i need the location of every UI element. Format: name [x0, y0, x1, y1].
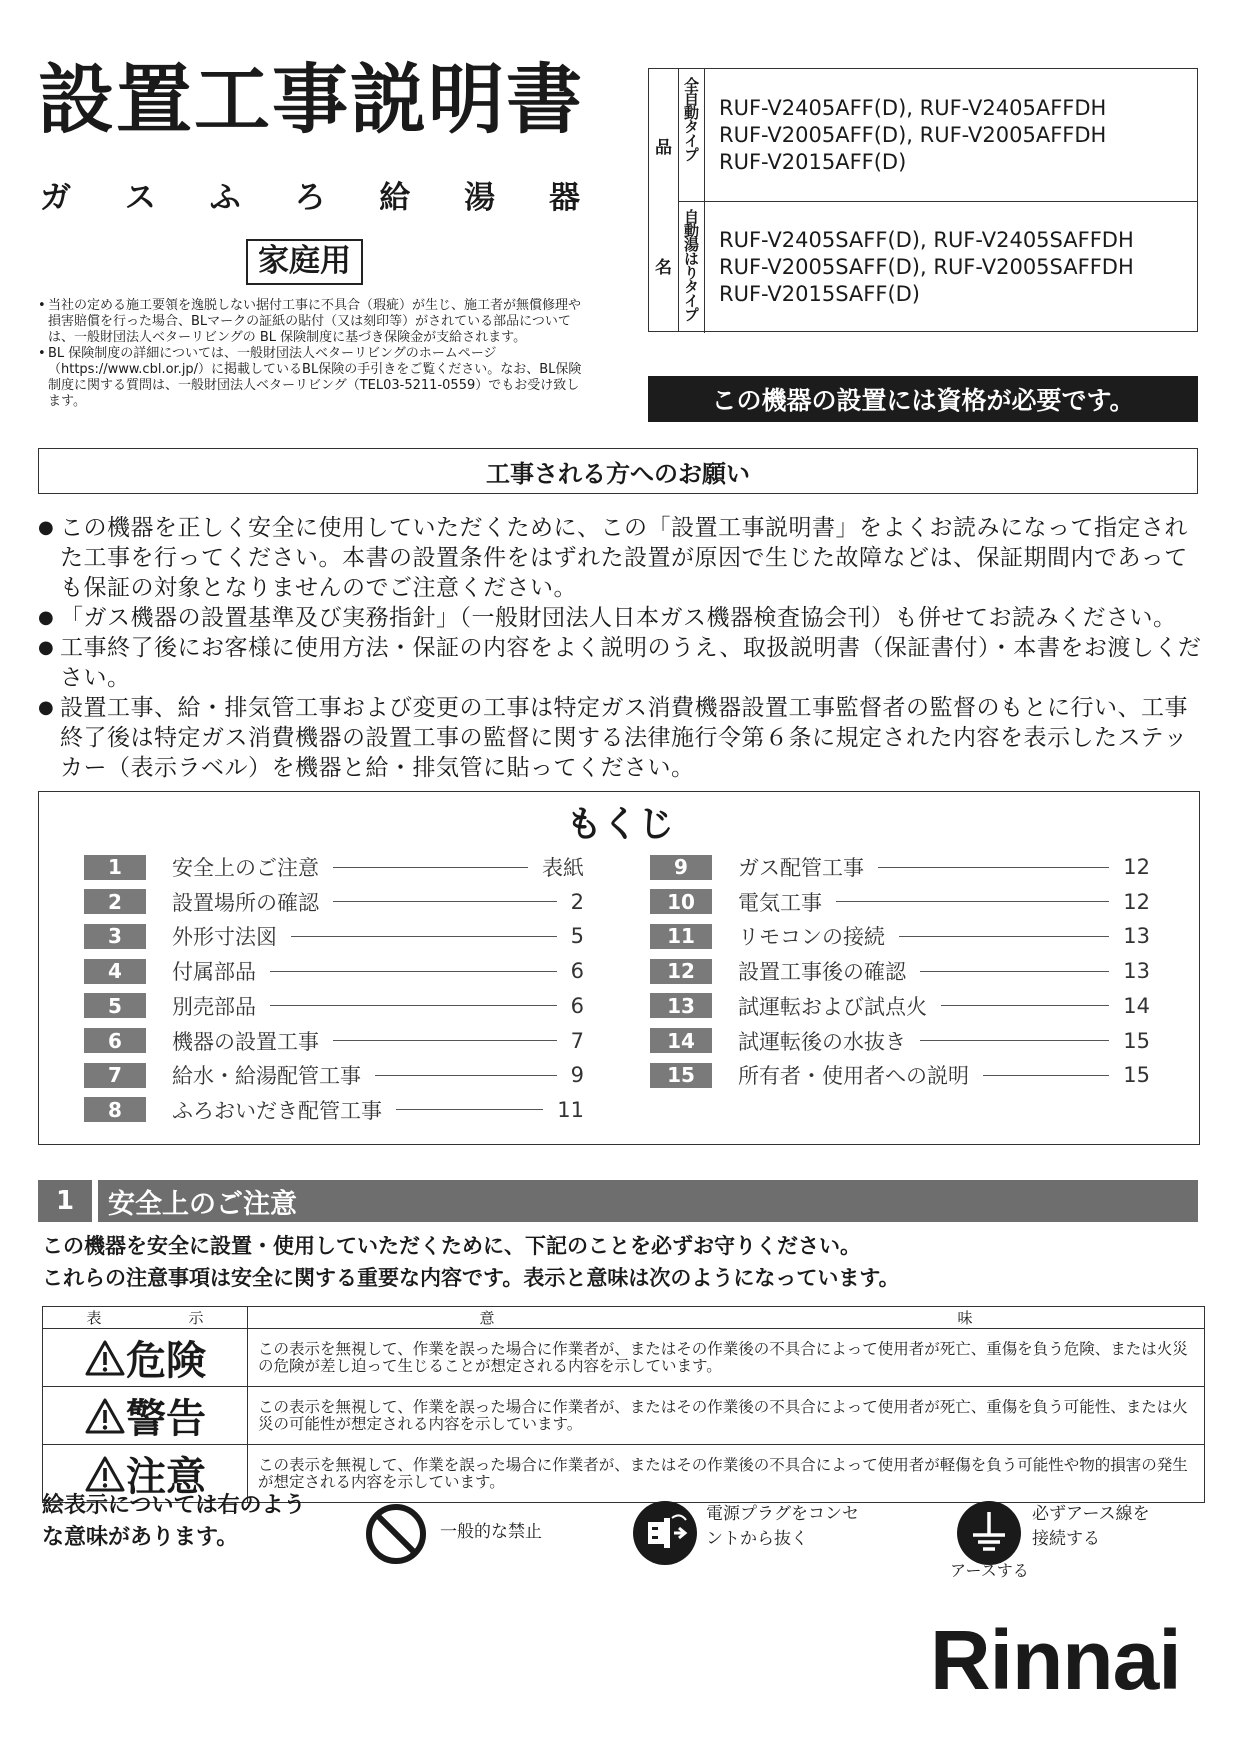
toc-page: 7: [570, 1028, 584, 1053]
model-line: RUF-V2405AFF(D), RUF-V2405AFFDH: [719, 96, 1107, 120]
toc-label: 電気工事: [738, 890, 822, 915]
unplug-label-line: 電源プラグをコンセ: [706, 1504, 859, 1524]
toc-leader-line: [983, 1075, 1109, 1076]
toc-number-badge: 6: [84, 1028, 146, 1053]
symbols-intro-line: な意味があります。: [42, 1525, 239, 1550]
toc-item: [84, 992, 584, 1020]
toc-leader-line: [270, 971, 557, 972]
signal-description: この表示を無視して、作業を誤った場合に作業者が、またはその作業後の不具合によって使用者が死亡、重傷を負う可能性、または火災の可能性が想定される内容を示しています。: [248, 1387, 1205, 1445]
symbols-intro: [42, 1490, 342, 1554]
toc-label: ふろおいだき配管工事: [172, 1098, 382, 1123]
toc-leader-line: [899, 936, 1109, 937]
subtitle-char: ガ: [40, 180, 71, 216]
toc-label: 給水・給湯配管工事: [172, 1064, 361, 1089]
qualification-banner: この機器の設置には資格が必要です。: [648, 376, 1198, 422]
toc-page: 6: [570, 993, 584, 1018]
intro-line: これらの注意事項は安全に関する重要な内容です。表示と意味は次のようになっています。: [42, 1266, 900, 1290]
toc-label: 外形寸法図: [172, 925, 277, 950]
table-row: [43, 1387, 1205, 1445]
toc-label: 別売部品: [172, 994, 256, 1019]
rinnai-logo: Rinnai: [930, 1613, 1181, 1707]
product-label-top: 品: [655, 138, 672, 158]
subtitle-char: ろ: [294, 180, 326, 216]
subtitle-char: ス: [124, 180, 156, 216]
model-line: RUF-V2005AFF(D), RUF-V2005AFFDH: [719, 123, 1107, 147]
header-char: 示: [188, 1309, 204, 1327]
ground-label-line: 接続する: [1032, 1529, 1100, 1549]
warning-triangle-icon: [84, 1397, 126, 1435]
unplug-label-line: ントから抜く: [706, 1529, 808, 1549]
toc-page: 2: [570, 889, 584, 914]
toc-leader-line: [333, 901, 557, 902]
toc-leader-line: [375, 1075, 557, 1076]
toc-item: [650, 1027, 1150, 1055]
type-full-auto-label: 全自動タイプ: [682, 77, 700, 161]
model-line: RUF-V2015SAFF(D): [719, 282, 920, 306]
toc-leader-line: [941, 1005, 1109, 1006]
toc-number-badge: 9: [650, 855, 712, 880]
toc-page: 9: [570, 1063, 584, 1088]
signal-label: 危険: [126, 1338, 206, 1384]
toc-item: [650, 1061, 1150, 1089]
warning-triangle-icon: [84, 1455, 126, 1493]
unplug-label: [706, 1502, 859, 1552]
request-list: [38, 513, 1202, 783]
request-heading: 工事される方へのお願い: [38, 448, 1198, 494]
toc-item: [84, 1027, 584, 1055]
toc-page: 14: [1123, 993, 1150, 1018]
toc-label: ガス配管工事: [738, 856, 864, 880]
subtitle-char: 湯: [464, 180, 496, 216]
type-full-auto: [678, 69, 705, 201]
toc-item: [650, 922, 1150, 950]
toc-leader-line: [878, 867, 1109, 868]
toc-label: 試運転後の水抜き: [738, 1029, 906, 1054]
toc-leader-line: [333, 867, 528, 868]
toc-page: 6: [570, 959, 584, 984]
signal-description: この表示を無視して、作業を誤った場合に作業者が、またはその作業後の不具合によって使用者が死亡、重傷を負う危険、または火災の危険が差し迫って生じることが想定される内容を示しています。: [248, 1329, 1205, 1387]
request-item: ● 工事終了後にお客様に使用方法・保証の内容をよく説明のうえ、取扱説明書（保証書付）・本書をお渡しください。: [38, 633, 1202, 693]
ground-label-line: 必ずアース線を: [1032, 1504, 1150, 1524]
toc-number-badge: 8: [84, 1097, 146, 1122]
toc-leader-line: [920, 1040, 1109, 1041]
toc-number-badge: 13: [650, 993, 712, 1018]
toc-page: 13: [1123, 924, 1150, 949]
ground-icon: [956, 1500, 1022, 1566]
unplug-icon: [632, 1500, 698, 1566]
toc-label: リモコンの接続: [738, 925, 885, 950]
toc-number-badge: 15: [650, 1063, 712, 1088]
warning-signal: [43, 1387, 247, 1444]
section-title: 安全上のご注意: [108, 1188, 297, 1220]
toc-label: 設置工事後の確認: [738, 960, 906, 985]
ground-caption: アースする: [950, 1561, 1029, 1580]
type-auto-fill: [678, 201, 705, 333]
toc-number-badge: 3: [84, 924, 146, 949]
toc-page: 12: [1123, 889, 1150, 914]
household-badge: 家庭用: [246, 239, 363, 285]
table-header-row: [43, 1307, 1205, 1329]
symbols-intro-line: 絵表示については右のよう: [42, 1493, 306, 1518]
header-char: 表: [86, 1309, 102, 1327]
document-title: 設置工事説明書: [38, 55, 584, 144]
product-name-box: [648, 68, 1198, 332]
toc-page: 表紙: [542, 856, 584, 880]
bl-note: • 当社の定める施工要領を逸脱しない据付工事に不具合（瑕疵）が生じ、施工者が無償修理や損害賠償を行った場合、BLマークの証紙の貼付（又は刻印等）がされている部品については、一般財団法人ベターリビングの BL 保険制度に基づき保険金が支給されます。: [38, 298, 583, 346]
subtitle-char: ふ: [209, 180, 241, 216]
toc-page: 15: [1123, 1028, 1150, 1053]
toc-leader-line: [836, 901, 1109, 902]
ground-label: [1032, 1502, 1150, 1552]
toc-leader-line: [270, 1005, 557, 1006]
type-auto-fill-label: 自動湯はりタイプ: [682, 209, 700, 321]
toc-title: もくじ: [565, 804, 674, 845]
toc-label: 試運転および試点火: [738, 994, 927, 1019]
subtitle-char: 器: [548, 180, 580, 216]
toc-label: 機器の設置工事: [172, 1029, 319, 1054]
toc-item: [84, 957, 584, 985]
models-auto-fill: [719, 227, 1134, 308]
toc-page: 13: [1123, 959, 1150, 984]
toc-label: 設置場所の確認: [172, 890, 319, 915]
signal-label: 注意: [126, 1454, 206, 1500]
intro-line: この機器を安全に設置・使用していただくために、下記のことを必ずお守りください。: [42, 1234, 861, 1258]
toc-leader-line: [920, 971, 1109, 972]
prohibition-icon: [364, 1502, 428, 1566]
toc-number-badge: 11: [650, 924, 712, 949]
bl-insurance-notes: [38, 298, 583, 410]
section-number: 1: [55, 1186, 75, 1216]
warning-triangle-icon: [84, 1339, 126, 1377]
model-line: RUF-V2005SAFF(D), RUF-V2005SAFFDH: [719, 255, 1134, 279]
model-line: RUF-V2015AFF(D): [719, 150, 907, 174]
request-item: ● 設置工事、給・排気管工事および変更の工事は特定ガス消費機器設置工事監督者の監督のもとに行い、工事終了後は特定ガス消費機器の設置工事の監督に関する法律施行令第６条に規定された内容を表示したステッカー（表示ラベル）を機器と給・排気管に貼ってください。: [38, 693, 1202, 783]
toc-page: 5: [570, 924, 584, 949]
header-char: 意: [479, 1309, 495, 1327]
toc-page: 15: [1123, 1063, 1150, 1088]
request-item: ● 「ガス機器の設置基準及び実務指針」（一般財団法人日本ガス機器検査協会刊）も併せてお読みください。: [38, 603, 1202, 633]
toc-number-badge: 7: [84, 1063, 146, 1088]
table-row: [43, 1329, 1205, 1387]
toc-number-badge: 2: [84, 889, 146, 914]
toc-item: [84, 1096, 584, 1124]
toc-number-badge: 1: [84, 855, 146, 880]
toc-item: [650, 957, 1150, 985]
subtitle-char: 給: [379, 180, 411, 216]
toc-leader-line: [291, 936, 557, 937]
toc-label: 所有者・使用者への説明: [738, 1064, 969, 1089]
toc-leader-line: [396, 1109, 543, 1110]
signal-label: 警告: [126, 1396, 206, 1442]
signal-word-table: [42, 1306, 1205, 1503]
product-label-bottom: 名: [655, 258, 672, 278]
header-display: [43, 1307, 248, 1329]
toc-leader-line: [333, 1040, 557, 1041]
toc-number-badge: 5: [84, 993, 146, 1018]
toc-page: 11: [557, 1097, 584, 1122]
model-line: RUF-V2405SAFF(D), RUF-V2405SAFFDH: [719, 228, 1134, 252]
toc-item: [84, 922, 584, 950]
toc-item: [650, 888, 1150, 916]
document-subtitle: [40, 172, 580, 217]
toc-number-badge: 4: [84, 959, 146, 984]
section-header-separator: [92, 1180, 98, 1222]
product-divider: [678, 201, 1197, 202]
toc-item: [84, 888, 584, 916]
toc-item: [650, 992, 1150, 1020]
product-label-column: [649, 69, 679, 331]
request-item: ● この機器を正しく安全に使用していただくために、この「設置工事説明書」をよくお読みになって指定された工事を行ってください。本書の設置条件をはずれた設置が原因で生じた故障などは、保証期間内であっても保証の対象となりませんのでご注意ください。: [38, 513, 1202, 603]
toc-page: 12: [1123, 855, 1150, 879]
bl-note: • BL 保険制度の詳細については、一般財団法人ベターリビングのホームページ（https://www.cbl.or.jp/）に掲載しているBL保険の手引きをご覧ください。なお、BL保険制度に関する質問は、一般財団法人ベターリビング（TEL03-5211-0559）でもお受け致します。: [38, 346, 583, 410]
toc-number-badge: 14: [650, 1028, 712, 1053]
header-meaning: [248, 1307, 1205, 1329]
toc-label: 付属部品: [172, 960, 256, 985]
models-full-auto: [719, 95, 1106, 176]
toc-item: [84, 853, 584, 881]
toc-label: 安全上のご注意: [172, 856, 319, 880]
toc-item: [650, 853, 1150, 881]
danger-signal: [43, 1329, 247, 1386]
prohibition-label: 一般的な禁止: [440, 1522, 542, 1542]
toc-number-badge: 12: [650, 959, 712, 984]
signal-description: この表示を無視して、作業を誤った場合に作業者が、またはその作業後の不具合によって使用者が軽傷を負う可能性や物的損害の発生が想定される内容を示しています。: [248, 1445, 1205, 1503]
toc-number-badge: 10: [650, 889, 712, 914]
header-char: 味: [957, 1309, 973, 1327]
toc-item: [84, 1061, 584, 1089]
section-intro: [42, 1230, 900, 1294]
